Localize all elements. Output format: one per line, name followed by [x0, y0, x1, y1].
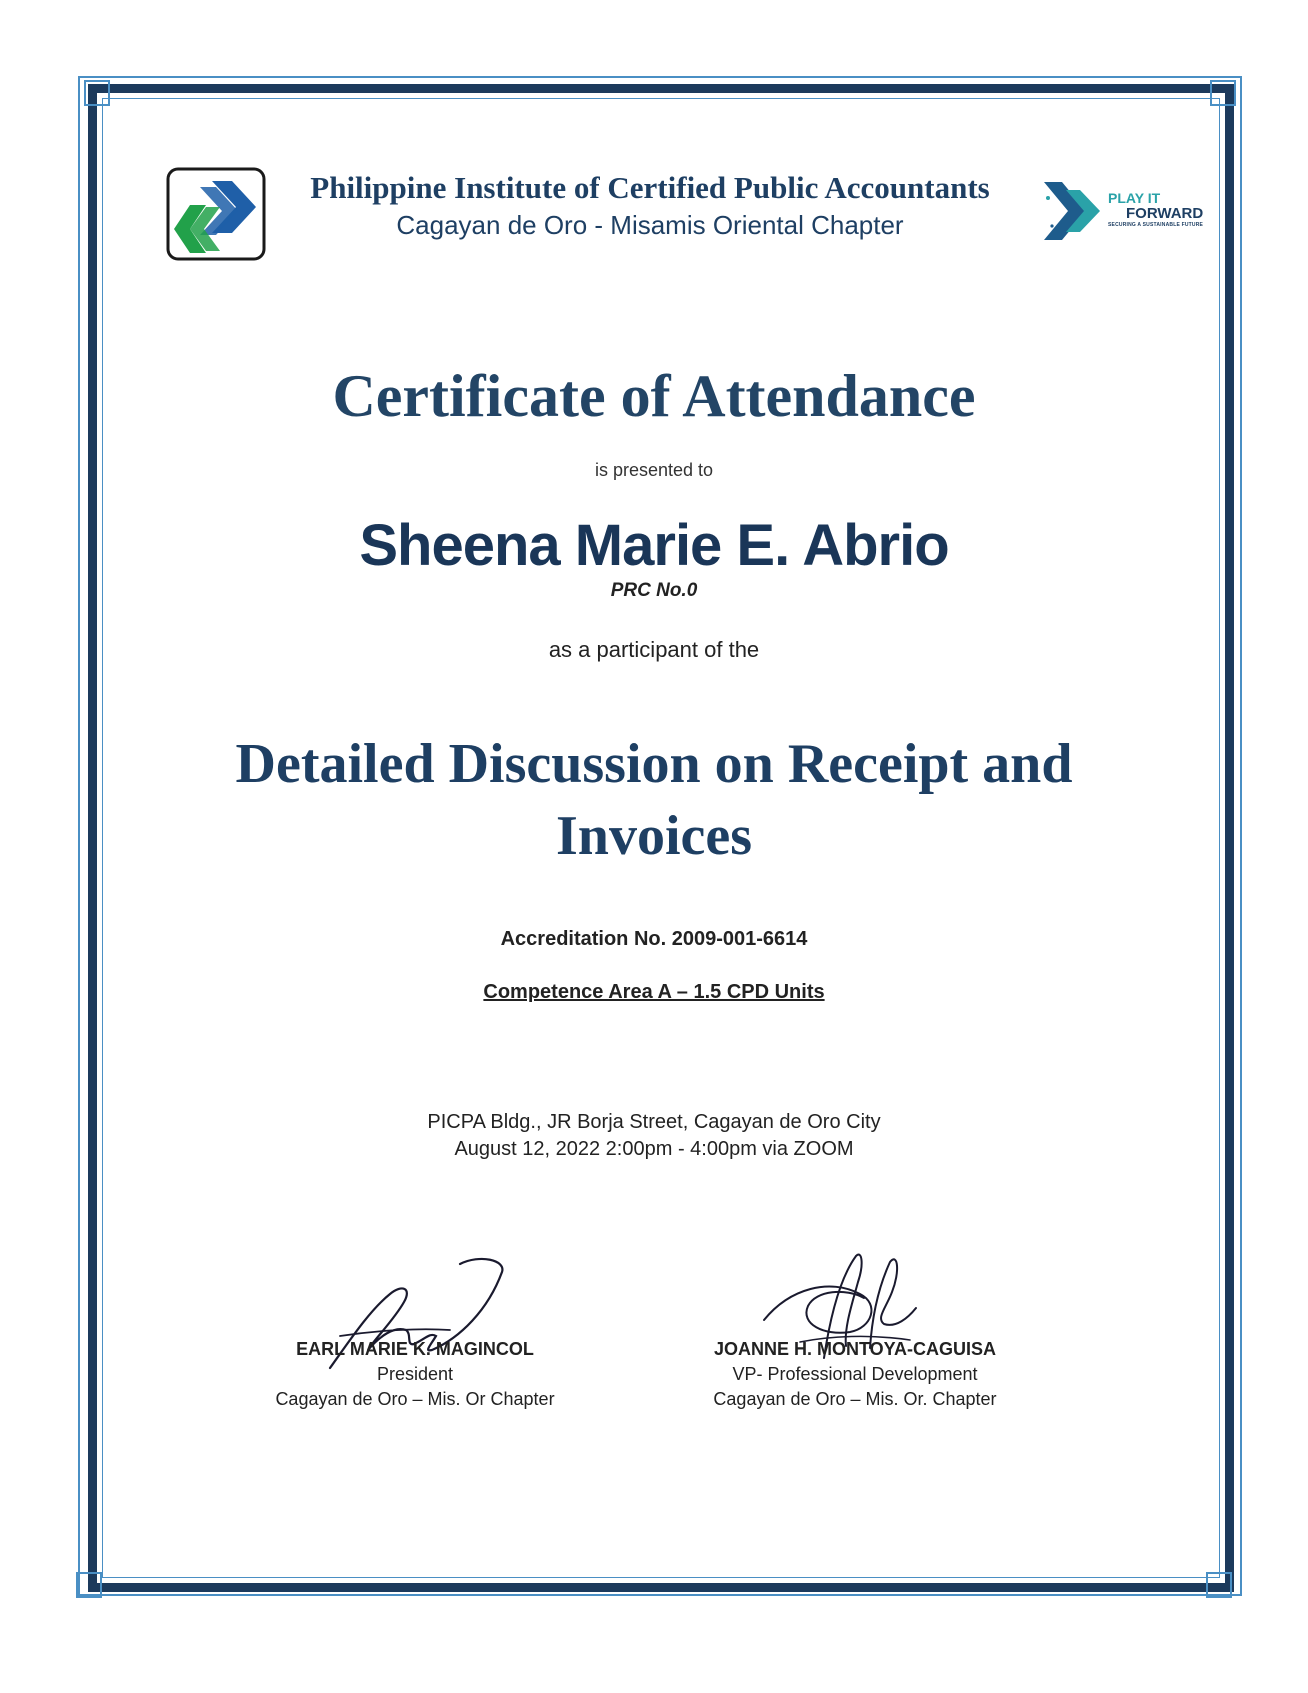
organization-name: Philippine Institute of Certified Public Accountants [310, 170, 990, 205]
signatory-role: VP- Professional Development [732, 1364, 978, 1384]
chapter-name: Cagayan de Oro - Misamis Oriental Chapter [396, 210, 904, 240]
accreditation-number: Accreditation No. 2009-001-6614 [500, 928, 808, 950]
presented-to-text: is presented to [594, 460, 714, 480]
signatory-chapter: Cagayan de Oro – Mis. Or. Chapter [713, 1389, 997, 1409]
signatory-name: JOANNE H. MONTOYA-CAGUISA [713, 1339, 997, 1359]
signatory-chapter: Cagayan de Oro – Mis. Or Chapter [275, 1389, 555, 1409]
campaign-line-1: PLAY IT [1108, 190, 1161, 206]
border-corner-top-left [84, 80, 110, 106]
border-corner-bottom-right [1206, 1572, 1232, 1598]
signatory-name: EARL MARIE K. MAGINCOL [296, 1339, 534, 1359]
competence-area: Competence Area A – 1.5 CPD Units [483, 981, 825, 1003]
campaign-line-2: FORWARD [1126, 205, 1204, 222]
recipient-name: Sheena Marie E. Abrio [359, 513, 949, 578]
event-datetime: August 12, 2022 2:00pm - 4:00pm via ZOOM [454, 1138, 854, 1160]
picpa-logo-icon [166, 167, 266, 261]
campaign-tagline: SECURING A SUSTAINABLE FUTURE [1108, 222, 1204, 228]
prc-number: PRC No.0 [610, 580, 698, 601]
event-title: Detailed Discussion on Receipt and Invoices [235, 733, 1073, 867]
event-venue: PICPA Bldg., JR Borja Street, Cagayan de Oro City [427, 1111, 881, 1133]
border-corner-top-right [1210, 80, 1236, 106]
play-it-forward-logo-icon [1040, 176, 1112, 246]
certificate-title: Certificate of Attendance [332, 363, 976, 429]
signatory-role: President [376, 1364, 454, 1384]
participant-text: as a participant of the [548, 637, 760, 662]
border-corner-bottom-left [76, 1572, 102, 1598]
